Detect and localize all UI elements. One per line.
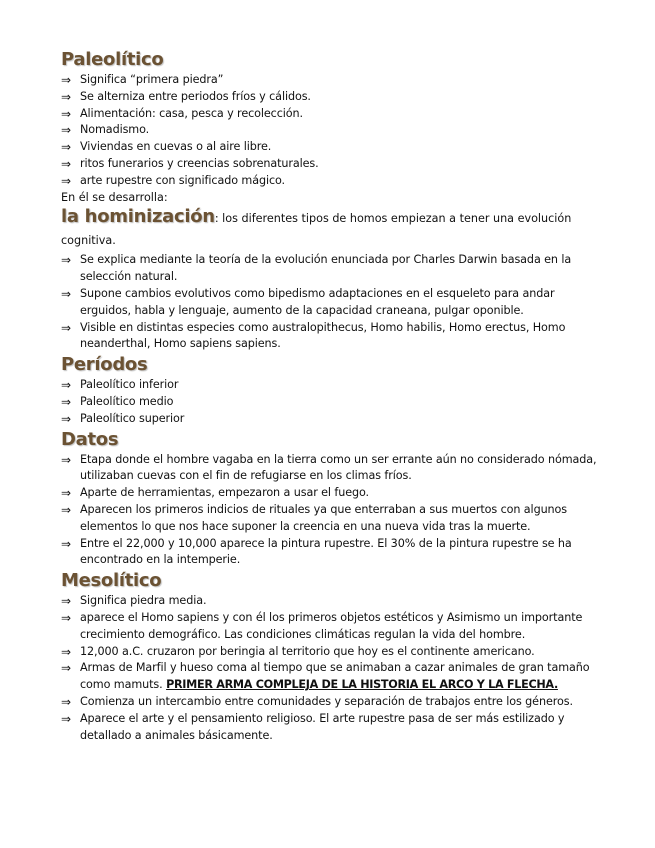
heading-datos: Datos — [61, 428, 119, 450]
arrow-icon: ⇒ — [61, 694, 71, 709]
hominizacion-term: la hominización — [61, 206, 215, 228]
list-item: ⇒ ritos funerarios y creencias sobrenaturales. — [61, 156, 319, 171]
heading-paleolitico: Paleolítico — [61, 49, 164, 70]
heading-periodos: Períodos — [61, 354, 148, 376]
list-item: ⇒ aparece el Homo sapiens y con él los primeros objetos estéticos y Asimismo un importante crecimiento demográfico. Las condiciones climáticas regulan la vida del hombre. — [61, 610, 583, 641]
list-item: ⇒ Visible en distintas especies como australopithecus, Homo habilis, Homo erectus, Homo neanderthal, Homo sapiens sapiens. — [61, 320, 566, 351]
arrow-icon: ⇒ — [61, 711, 71, 726]
arrow-icon: ⇒ — [61, 286, 71, 301]
list-item: ⇒ Alimentación: casa, pesca y recolección. — [61, 106, 303, 121]
list-item: ⇒ Supone cambios evolutivos como bipedismo adaptaciones en el esqueleto para andar erguidos, habla y lenguaje, aumento de la capacidad craneana, pulgar oponible. — [61, 286, 555, 317]
arrow-icon: ⇒ — [61, 123, 71, 138]
list-item: ⇒ Significa piedra media. — [61, 594, 207, 609]
list-datos — [61, 452, 601, 570]
arrow-icon: ⇒ — [61, 73, 71, 87]
list-item: ⇒ Se explica mediante la teoría de la evolución enunciada por Charles Darwin basada en la selección natural. — [61, 253, 572, 284]
list-hominizacion — [61, 252, 601, 353]
arrow-icon: ⇒ — [61, 486, 71, 501]
paleolitico-after-text: En él se desarrolla: — [61, 190, 168, 204]
armas-text: Armas de Marfil y hueso coma al tiempo que se animaban a cazar animales de gran tamaño como mamuts. — [80, 661, 590, 692]
document-page — [61, 48, 601, 744]
arrow-icon: ⇒ — [61, 156, 71, 171]
arrow-icon: ⇒ — [61, 394, 71, 409]
list-item: ⇒ Viviendas en cuevas o al aire libre. — [61, 140, 272, 155]
list-item: ⇒ Aparece el arte y el pensamiento religioso. El arte rupestre pasa de ser más estilizado y detallado a animales básicamente. — [61, 711, 565, 742]
list-item — [61, 660, 601, 694]
list-item: ⇒ Comienza un intercambio entre comunidades y separación de trabajos entre los géneros. — [61, 694, 573, 709]
arrow-icon: ⇒ — [61, 452, 71, 467]
list-periodos — [61, 377, 601, 427]
list-item: ⇒ Aparte de herramientas, empezaron a usar el fuego. — [61, 486, 370, 501]
arrow-icon: ⇒ — [61, 536, 71, 551]
list-mesolitico — [61, 593, 601, 744]
list-paleolitico — [61, 72, 601, 190]
list-item: ⇒ Etapa donde el hombre vagaba en la tierra como un ser errante aún no considerado nómada, utilizaban cuevas con el fin de refugiarse en los climas fríos. — [61, 452, 597, 483]
heading-mesolitico: Mesolítico — [61, 570, 162, 592]
arrow-icon: ⇒ — [61, 253, 71, 268]
arrow-icon: ⇒ — [61, 594, 71, 609]
arrow-icon: ⇒ — [61, 644, 71, 659]
arrow-icon: ⇒ — [61, 411, 71, 426]
arrow-icon: ⇒ — [61, 106, 71, 121]
arrow-icon: ⇒ — [61, 378, 71, 393]
list-item: ⇒ Paleolítico inferior — [61, 378, 179, 393]
arrow-icon: ⇒ — [61, 320, 71, 335]
list-item: ⇒ arte rupestre con significado mágico. — [61, 173, 286, 188]
list-item: ⇒ Se alterniza entre periodos fríos y cálidos. — [61, 89, 311, 104]
list-item: ⇒ 12,000 a.C. cruzaron por beringia al territorio que hoy es el continente americano. — [61, 644, 535, 659]
arrow-icon: ⇒ — [61, 89, 71, 104]
hominizacion-paragraph — [61, 206, 601, 252]
arrow-icon: ⇒ — [61, 140, 71, 155]
arrow-icon: ⇒ — [61, 502, 71, 517]
arrow-icon: ⇒ — [61, 173, 71, 188]
list-item: ⇒ Entre el 22,000 y 10,000 aparece la pintura rupestre. El 30% de la pintura rupestre se ha encontrado en la intemperie. — [61, 536, 572, 567]
list-item: ⇒ Aparecen los primeros indicios de rituales ya que enterraban a sus muertos con algunos elementos lo que nos hace suponer la creencia en una nueva vida tras la muerte. — [61, 502, 568, 533]
arrow-icon: ⇒ — [61, 610, 71, 625]
armas-emphasis: PRIMER ARMA COMPLEJA DE LA HISTORIA EL ARCO Y LA FLECHA. — [166, 678, 558, 692]
list-item: ⇒ Paleolítico medio — [61, 394, 174, 409]
hominizacion-desc: : los diferentes tipos de homos empiezan a tener una evolución cognitiva. — [61, 212, 572, 248]
list-item: ⇒ Significa “primera piedra” — [61, 73, 224, 87]
arrow-icon: ⇒ — [61, 661, 71, 676]
list-item: ⇒ Nomadismo. — [61, 123, 150, 138]
list-item: ⇒ Paleolítico superior — [61, 411, 185, 426]
